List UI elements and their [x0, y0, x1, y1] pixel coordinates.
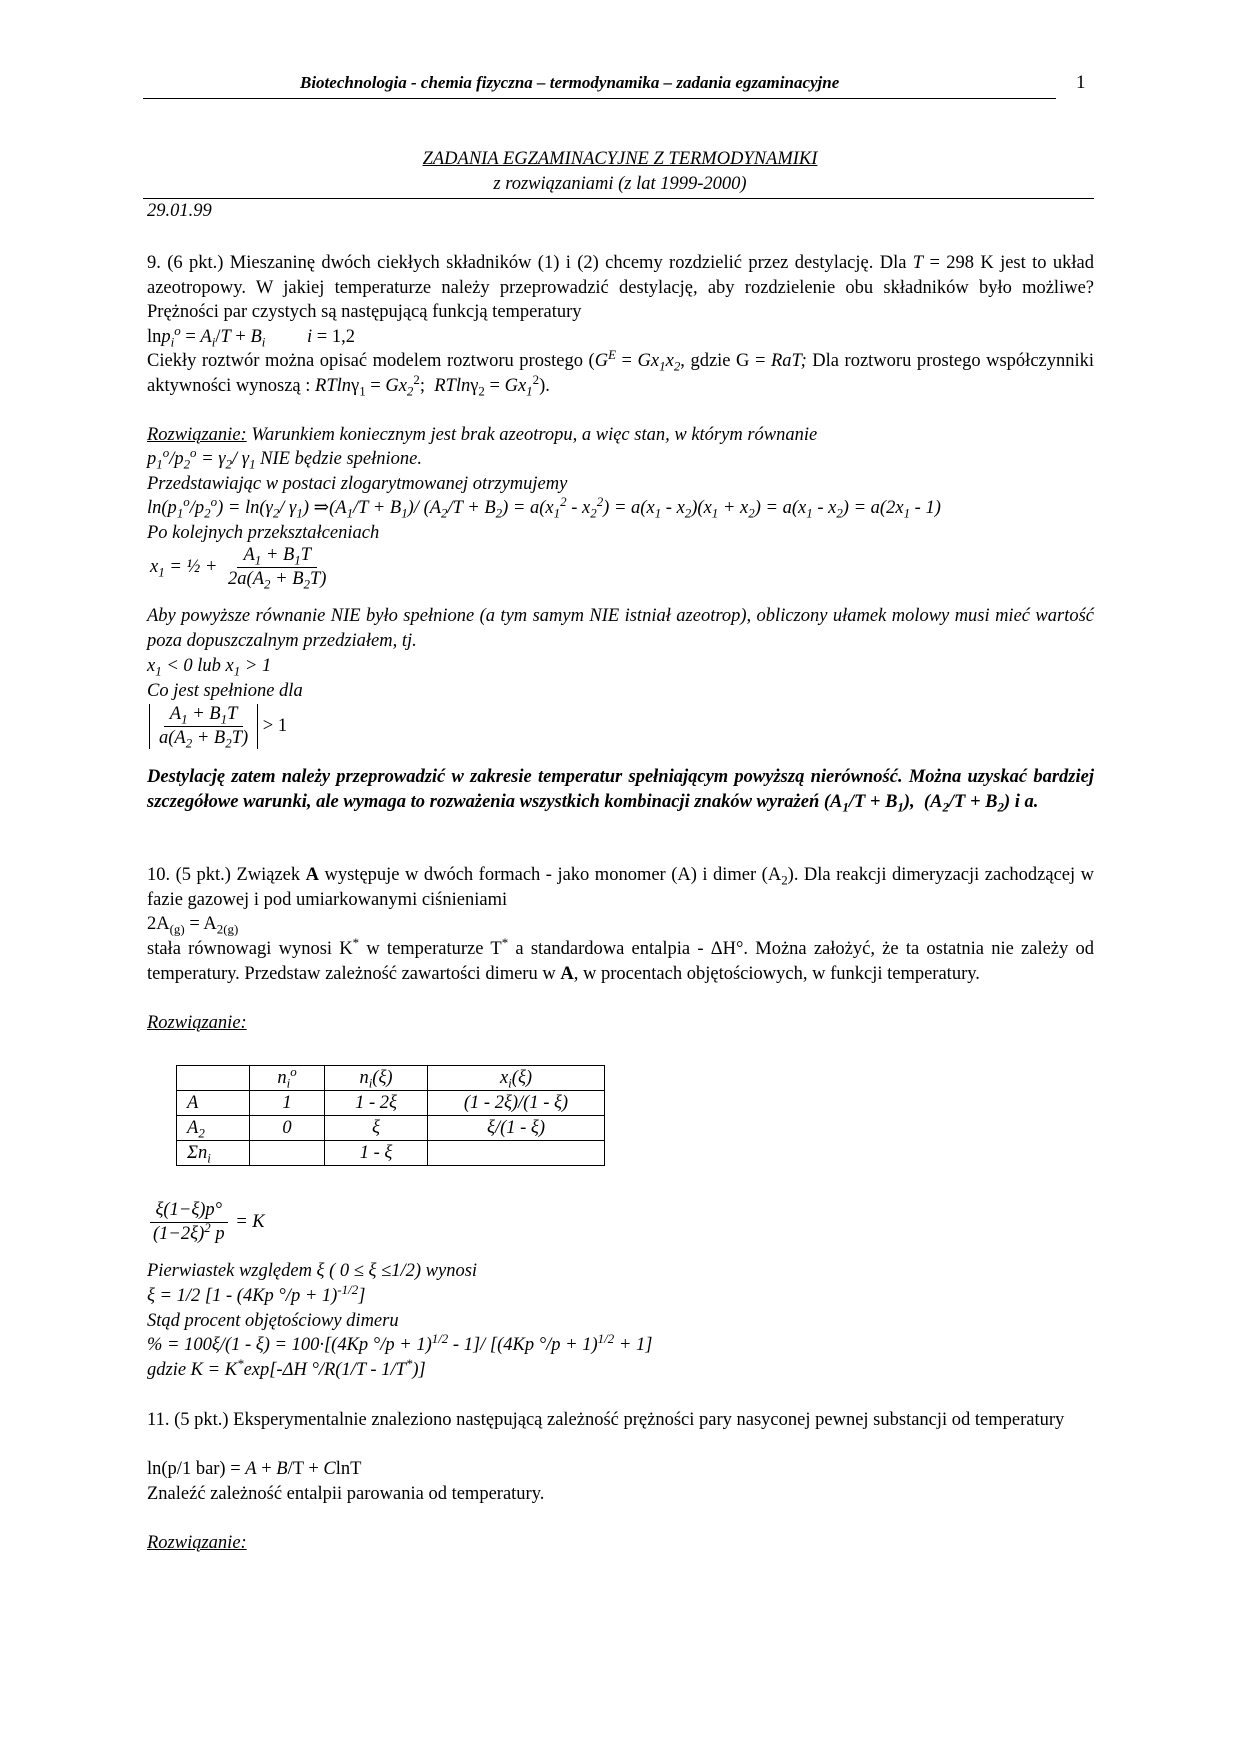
table-cell — [428, 1141, 605, 1166]
mole-table — [176, 1065, 605, 1166]
solution-9-line3: Przedstawiając w postaci zlogarytmowanej otrzymujemy — [147, 474, 568, 494]
table-header-row — [177, 1066, 605, 1091]
doc-title: ZADANIA EGZAMINACYJNE Z TERMODYNAMIKI — [422, 149, 818, 169]
solution-9-line2: $p_1^o/p_2^o = \gamma_2/$ $\gamma_1$ NIE będzie spełnione. — [147, 444, 423, 472]
problem-10-reaction: $2A_{(g)} = A_{2(g)}$ — [147, 914, 239, 937]
problem-9-formula: $\ln p_i^o = A_i/T + B_i$ i = 1,2 — [147, 322, 355, 350]
table-header-ni0: $n_i^o$ — [250, 1066, 325, 1091]
running-header: Biotechnologia - chemia fizyczna – termodynamika – zadania egzaminacyjne — [300, 73, 840, 92]
table-cell: (1 - 2ξ)/(1 - ξ) — [428, 1091, 605, 1116]
title-rule — [143, 198, 1094, 199]
solution-9-line4: $\ln(p_1^o/p_2^o) = \ln(\gamma_2/$ $\gamma_1$) $\Rightarrow(A_1/T + B_1)/$ $(A_2/T + B_2) = a(x_1^2 - x_2^2) = a(x_1 - x_2)(x_1 + x_2) = a(x_1 - x_2) = a(2x_1 - 1)$ — [147, 493, 941, 521]
problem-11-text: 11. (5 pkt.) Eksperymentalnie znaleziono następującą zależność prężności pary nasyconej pewnej substancji od temperatury — [147, 1410, 1065, 1430]
table-cell — [177, 1066, 250, 1091]
table-cell: 1 - ξ — [325, 1141, 428, 1166]
table-cell — [250, 1141, 325, 1166]
doc-subtitle: z rozwiązaniami (z lat 1999-2000) — [493, 174, 747, 194]
problem-11-solution-label: Rozwiązanie: — [147, 1533, 247, 1553]
page-number: 1 — [1076, 72, 1086, 93]
problem-11-text2: Znaleźć zależność entalpii parowania od temperatury. — [147, 1484, 545, 1504]
table-cell: A — [177, 1091, 250, 1116]
table-row — [177, 1091, 605, 1116]
table-cell: $\Sigma n_i$ — [177, 1141, 250, 1166]
table-cell: $A_2$ — [177, 1116, 250, 1141]
table-header-xi: $x_i(\xi)$ — [428, 1066, 605, 1091]
problem-11-formula: ln(p/1 bar) = A + B/T + ClnT — [147, 1459, 362, 1479]
table-header-ni: $n_i(\xi)$ — [325, 1066, 428, 1091]
solution-9-line6: Aby powyższe równanie NIE było spełnione (a tym samym NIE istniał azeotrop), obliczony ułamek molowy musi mieć wartość poza dopuszczalnym przedziałem, tj. — [147, 606, 1094, 651]
header-rule — [143, 98, 1056, 99]
solution-9-line7: $x_1 < 0$ lub $x_1 > 1$ — [147, 656, 272, 679]
equation-K: $\frac{\xi(1-\xi)p^\circ}{(1-2\xi)^2 p}$ = K — [147, 1200, 265, 1245]
problem-10-text: 10. (5 pkt.) Związek A występuje w dwóch formach - jako monomer (A) i dimer $(A_2)$. Dla reakcji dimeryzacji zachodzącej w fazie gazowej i pod umiarkowanymi ciśnieniami — [147, 865, 1094, 910]
table-cell: 1 - 2ξ — [325, 1091, 428, 1116]
inequality-abs: $\frac{A_1 + B_1T}{a(A_2 + B_2T)}$ > 1 — [149, 704, 287, 749]
solution-9-line8: Co jest spełnione dla — [147, 681, 303, 701]
solution-10-line3: Stąd procent objętościowy dimeru — [147, 1311, 399, 1331]
solution-10-line4: % = 100ξ/(1 - ξ) = 100·[(4Kp °/p + 1)$^{1/2}$ - 1]/ [(4Kp °/p + 1)$^{1/2}$ + 1] — [147, 1330, 653, 1355]
solution-label-9: Rozwiązanie: — [147, 425, 247, 445]
table-cell: 1 — [250, 1091, 325, 1116]
equation-x1: $x_1$ = ½ + $\frac{A_1 + B_1T}{2a(A_2 + B_2T)}$ — [150, 545, 327, 592]
solution-10-line2: ξ = 1/2 [1 - (4Kp °/p + 1)$^{-1/2}$] — [147, 1281, 366, 1306]
problem-9-text: 9. (6 pkt.) Mieszaninę dwóch ciekłych składników (1) i (2) chcemy rozdzielić przez destylację. Dla T = 298 K jest to układ azeotropowy. W jakiej temperaturze należy przeprowadzić destylację, aby rozdzielenie obu składników było możliwe? Prężności par czystych są następującą funkcją temperatury — [147, 253, 1094, 322]
table-cell: ξ — [325, 1116, 428, 1141]
solution-9-line9: Destylację zatem należy przeprowadzić w zakresie temperatur spełniającym powyższą nierówność. Można uzyskać bardziej szczegółowe warunki, ale wymaga to rozważenia wszystkich kombinacji znaków wyrażeń $(A_1/T + B_1)$, $(A_2/T + B_2)$ i a. — [147, 767, 1094, 815]
table-cell: 0 — [250, 1116, 325, 1141]
problem-10-text2: stała równowagi wynosi K* w temperaturze T* a standardowa entalpia - ΔH°. Można założyć, że ta ostatnia nie zależy od temperatury. Przedstaw zależność zawartości dimeru w A, w procentach objętościowych, w funkcji temperatury. — [147, 934, 1094, 984]
problem-10-solution-label: Rozwiązanie: — [147, 1013, 247, 1033]
table-cell: ξ/(1 - ξ) — [428, 1116, 605, 1141]
problem-9-text2: Ciekły roztwór można opisać modelem roztworu prostego ($G^E = Gx_1x_2$, gdzie G = RaT; Dla roztworu prostego współczynniki aktywności wynoszą : $RTln\gamma_1 = Gx_2^2$; $RTln\gamma_2 = Gx_1^2$). — [147, 346, 1095, 399]
solution-10-line5: gdzie K = K*exp[-ΔH °/R(1/T - 1/T*)] — [147, 1355, 426, 1380]
solution-9-line5: Po kolejnych przekształceniach — [147, 523, 380, 543]
solution-10-line1: Pierwiastek względem ξ ( 0 ≤ ξ ≤1/2) wynosi — [147, 1261, 478, 1281]
problem-9-solution: Rozwiązanie: Warunkiem koniecznym jest brak azeotropu, a więc stan, w którym równanie — [147, 425, 818, 445]
exam-date: 29.01.99 — [147, 201, 212, 221]
table-row — [177, 1116, 605, 1141]
table-row — [177, 1141, 605, 1166]
